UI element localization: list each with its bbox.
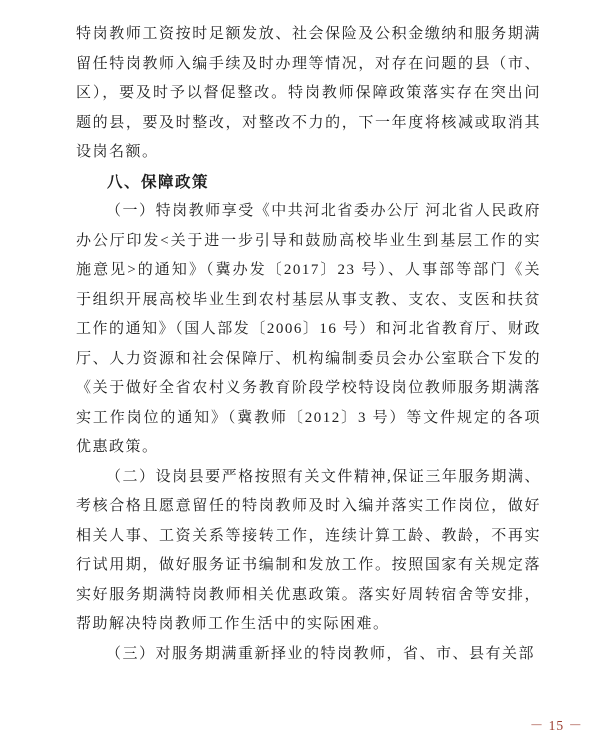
section-heading: 八、保障政策 <box>107 173 210 191</box>
page-number: － 15 － <box>529 718 583 733</box>
paragraph-continuation: 特岗教师工资按时足额发放、社会保险及公积金缴纳和服务期满留任特岗教师入编手续及时办理等情况，对存在问题的县（市、区），要及时予以督促整改。特岗教师保障政策落实存在突出问题的县，要及时整改，对整改不力的，下一年度将核减或取消其设岗名额。 <box>76 26 541 160</box>
paragraph-item-1: （一）特岗教师享受《中共河北省委办公厅 河北省人民政府办公厅印发<关于进一步引导和鼓励高校毕业生到基层工作的实施意见>的通知》（冀办发〔2017〕23 号）、人事部等部门《关于组织开展高校毕业生到农村基层从事支教、支农、支医和扶贫工作的通知》（国人部发〔2006〕16 号）和河北省教育厅、财政厅、人力资源和社会保障厅、机构编制委员会办公室联合下发的《关于做好全省农村义务教育阶段学校特设岗位教师服务期满落实工作岗位的通知》（冀教师〔2012〕3 号）等文件规定的各项优惠政策。 <box>76 203 541 455</box>
document-body <box>76 20 541 669</box>
paragraph-item-3: （三）对服务期满重新择业的特岗教师，省、市、县有关部 <box>106 645 536 662</box>
paragraph-item-2: （二）设岗县要严格按照有关文件精神,保证三年服务期满、考核合格且愿意留任的特岗教师及时入编并落实工作岗位，做好相关人事、工资关系等接转工作，连续计算工龄、教龄，不再实行试用期，做好服务证书编制和发放工作。按照国家有关规定落实好服务期满特岗教师相关优惠政策。落实好周转宿舍等安排，帮助解决特岗教师工作生活中的实际困难。 <box>76 468 541 632</box>
